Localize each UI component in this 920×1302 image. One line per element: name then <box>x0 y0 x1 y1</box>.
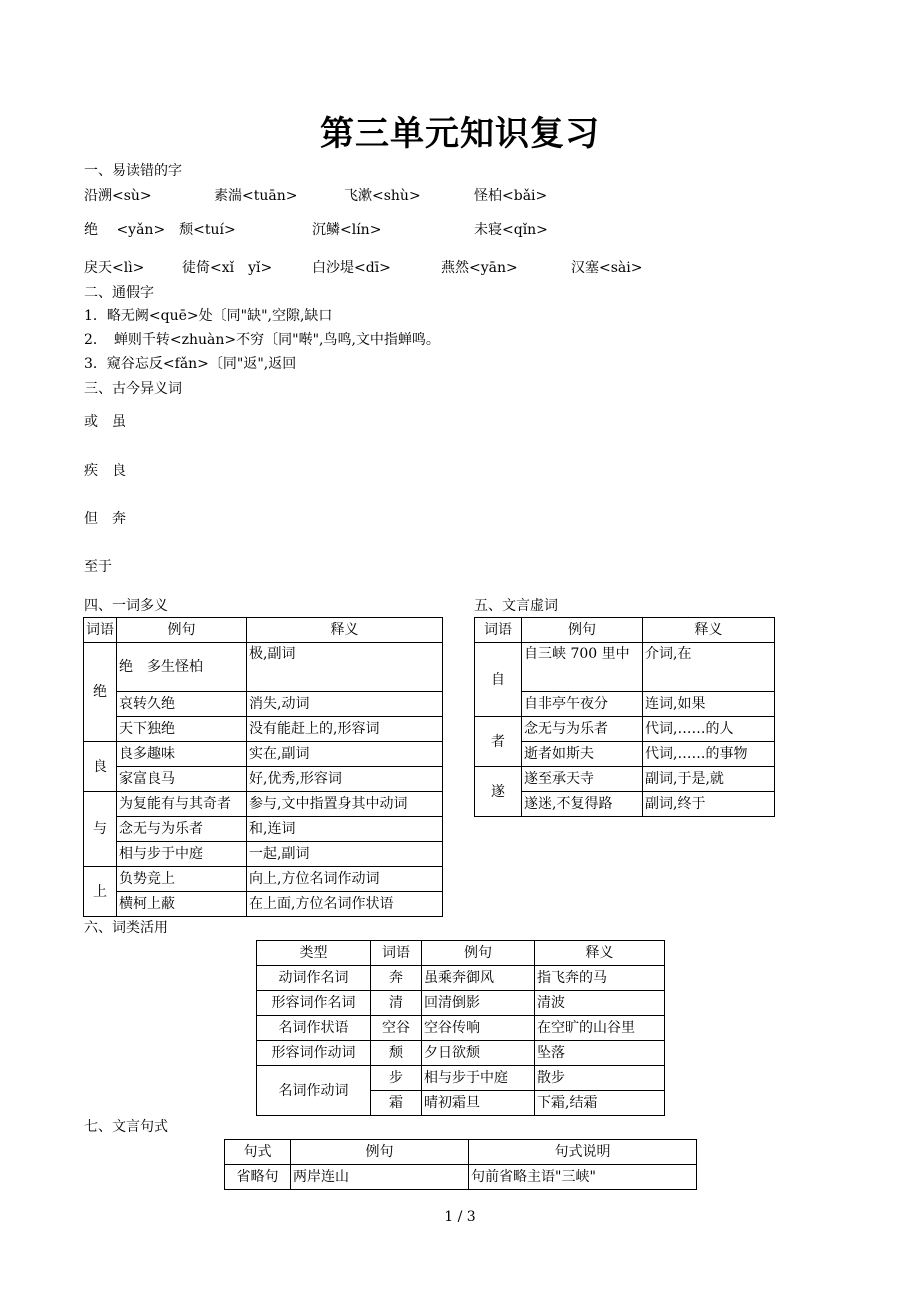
pinyin-item: 戾天<lì> <box>84 260 145 276</box>
type-cell: 名词作状语 <box>257 1016 371 1041</box>
word-pair: 至于 <box>84 559 112 575</box>
header-cell: 词语 <box>475 618 522 643</box>
example-cell: 自非亭午夜分 <box>522 692 643 717</box>
list-item: 3．窥谷忘反<fǎn>〔同"返",返回 <box>84 356 297 372</box>
meaning-cell: 在上面,方位名词作状语 <box>247 892 443 917</box>
meaning-cell: 参与,文中指置身其中动词 <box>247 792 443 817</box>
meaning-cell: 向上,方位名词作动词 <box>247 867 443 892</box>
pinyin-item: 怪柏<bǎi> <box>474 188 548 204</box>
pinyin-item: 绝 <yǎn> 颓<tuí> <box>84 222 236 238</box>
meaning-cell: 副词,于是,就 <box>643 767 775 792</box>
type-cell: 动词作名词 <box>257 966 371 991</box>
word-cell: 遂 <box>475 767 522 817</box>
example-cell: 为复能有与其奇者 <box>117 792 247 817</box>
example-cell: 回清倒影 <box>422 991 535 1016</box>
meaning-cell: 副词,终于 <box>643 792 775 817</box>
meaning-cell: 一起,副词 <box>247 842 443 867</box>
header-cell: 词语 <box>84 618 117 643</box>
meaning-cell: 指飞奔的马 <box>535 966 665 991</box>
meaning-cell: 介词,在 <box>643 643 775 692</box>
word-pair: 但 奔 <box>84 511 126 527</box>
section-heading-1: 一、易读错的字 <box>84 163 182 179</box>
example-cell: 念无与为乐者 <box>117 817 247 842</box>
example-cell: 负势竞上 <box>117 867 247 892</box>
word-pair: 或 虽 <box>84 414 126 430</box>
type-cell: 名词作动词 <box>257 1066 371 1116</box>
example-cell: 晴初霜旦 <box>422 1091 535 1116</box>
section-heading-5: 五、文言虚词 <box>474 598 558 614</box>
example-cell: 夕日欲颓 <box>422 1041 535 1066</box>
example-cell: 两岸连山 <box>291 1165 469 1190</box>
example-cell: 遂至承天寺 <box>522 767 643 792</box>
word-cell: 空谷 <box>371 1016 422 1041</box>
header-cell: 例句 <box>117 618 247 643</box>
example-cell: 空谷传响 <box>422 1016 535 1041</box>
example-cell: 良多趣味 <box>117 742 247 767</box>
meaning-cell: 和,连词 <box>247 817 443 842</box>
meaning-cell: 实在,副词 <box>247 742 443 767</box>
example-cell: 哀转久绝 <box>117 692 247 717</box>
meaning-cell: 消失,动词 <box>247 692 443 717</box>
function-words-table <box>474 617 775 817</box>
word-cell: 上 <box>84 867 117 917</box>
word-cell: 清 <box>371 991 422 1016</box>
header-cell: 释义 <box>643 618 775 643</box>
example-cell: 虽乘奔御风 <box>422 966 535 991</box>
meaning-cell: 连词,如果 <box>643 692 775 717</box>
example-cell: 绝 多生怪柏 <box>117 643 247 692</box>
pinyin-item: 飞漱<shù> <box>344 188 421 204</box>
example-cell: 逝者如斯夫 <box>522 742 643 767</box>
header-cell: 释义 <box>535 941 665 966</box>
header-cell: 句式 <box>225 1140 291 1165</box>
word-cell: 步 <box>371 1066 422 1091</box>
word-cell: 者 <box>475 717 522 767</box>
meaning-cell: 坠落 <box>535 1041 665 1066</box>
example-cell: 自三峡 700 里中 <box>522 643 643 692</box>
word-cell: 绝 <box>84 643 117 742</box>
pinyin-item: 沉鳞<lín> <box>312 222 382 238</box>
meaning-cell: 极,副词 <box>247 643 443 692</box>
header-cell: 类型 <box>257 941 371 966</box>
section-heading-7: 七、文言句式 <box>84 1119 168 1135</box>
page-number: 1 / 3 <box>444 1209 476 1225</box>
section-heading-3: 三、古今异义词 <box>84 381 182 397</box>
example-cell: 横柯上蔽 <box>117 892 247 917</box>
meaning-cell: 下霜,结霜 <box>535 1091 665 1116</box>
section-heading-2: 二、通假字 <box>84 285 154 301</box>
pinyin-item: 徒倚<xǐ yǐ> <box>182 260 273 276</box>
example-cell: 念无与为乐者 <box>522 717 643 742</box>
pinyin-item: 未寝<qǐn> <box>474 222 548 238</box>
section-heading-6: 六、词类活用 <box>84 920 168 936</box>
meaning-cell: 清波 <box>535 991 665 1016</box>
meaning-cell: 在空旷的山谷里 <box>535 1016 665 1041</box>
meaning-cell: 代词,……的人 <box>643 717 775 742</box>
header-cell: 词语 <box>371 941 422 966</box>
pinyin-item: 沿溯<sù> <box>84 188 152 204</box>
type-cell: 形容词作名词 <box>257 991 371 1016</box>
word-pair: 疾 良 <box>84 463 126 479</box>
header-cell: 例句 <box>291 1140 469 1165</box>
meaning-cell: 没有能赶上的,形容词 <box>247 717 443 742</box>
word-cell: 霜 <box>371 1091 422 1116</box>
pinyin-item: 素湍<tuān> <box>214 188 298 204</box>
meaning-cell: 代词,……的事物 <box>643 742 775 767</box>
header-cell: 释义 <box>247 618 443 643</box>
section-heading-4: 四、一词多义 <box>84 598 168 614</box>
example-cell: 相与步于中庭 <box>422 1066 535 1091</box>
word-cell: 奔 <box>371 966 422 991</box>
word-class-table <box>256 940 665 1116</box>
pattern-cell: 省略句 <box>225 1165 291 1190</box>
example-cell: 天下独绝 <box>117 717 247 742</box>
polysemy-table <box>83 617 443 917</box>
meaning-cell: 好,优秀,形容词 <box>247 767 443 792</box>
meaning-cell: 散步 <box>535 1066 665 1091</box>
type-cell: 形容词作动词 <box>257 1041 371 1066</box>
header-cell: 句式说明 <box>469 1140 697 1165</box>
example-cell: 遂迷,不复得路 <box>522 792 643 817</box>
pinyin-item: 燕然<yān> <box>441 260 518 276</box>
page-title: 第三单元知识复习 <box>320 114 600 154</box>
pinyin-item: 汉塞<sài> <box>571 260 643 276</box>
word-cell: 自 <box>475 643 522 717</box>
word-cell: 颓 <box>371 1041 422 1066</box>
header-cell: 例句 <box>422 941 535 966</box>
list-item: 2． 蝉则千转<zhuàn>不穷〔同"啭",鸟鸣,文中指蝉鸣。 <box>84 332 440 348</box>
word-cell: 与 <box>84 792 117 867</box>
word-cell: 良 <box>84 742 117 792</box>
header-cell: 例句 <box>522 618 643 643</box>
list-item: 1．略无阙<quē>处〔同"缺",空隙,缺口 <box>84 308 333 324</box>
pinyin-item: 白沙堤<dī> <box>312 260 391 276</box>
explanation-cell: 句前省略主语"三峡" <box>469 1165 697 1190</box>
sentence-pattern-table <box>224 1139 697 1190</box>
example-cell: 家富良马 <box>117 767 247 792</box>
example-cell: 相与步于中庭 <box>117 842 247 867</box>
